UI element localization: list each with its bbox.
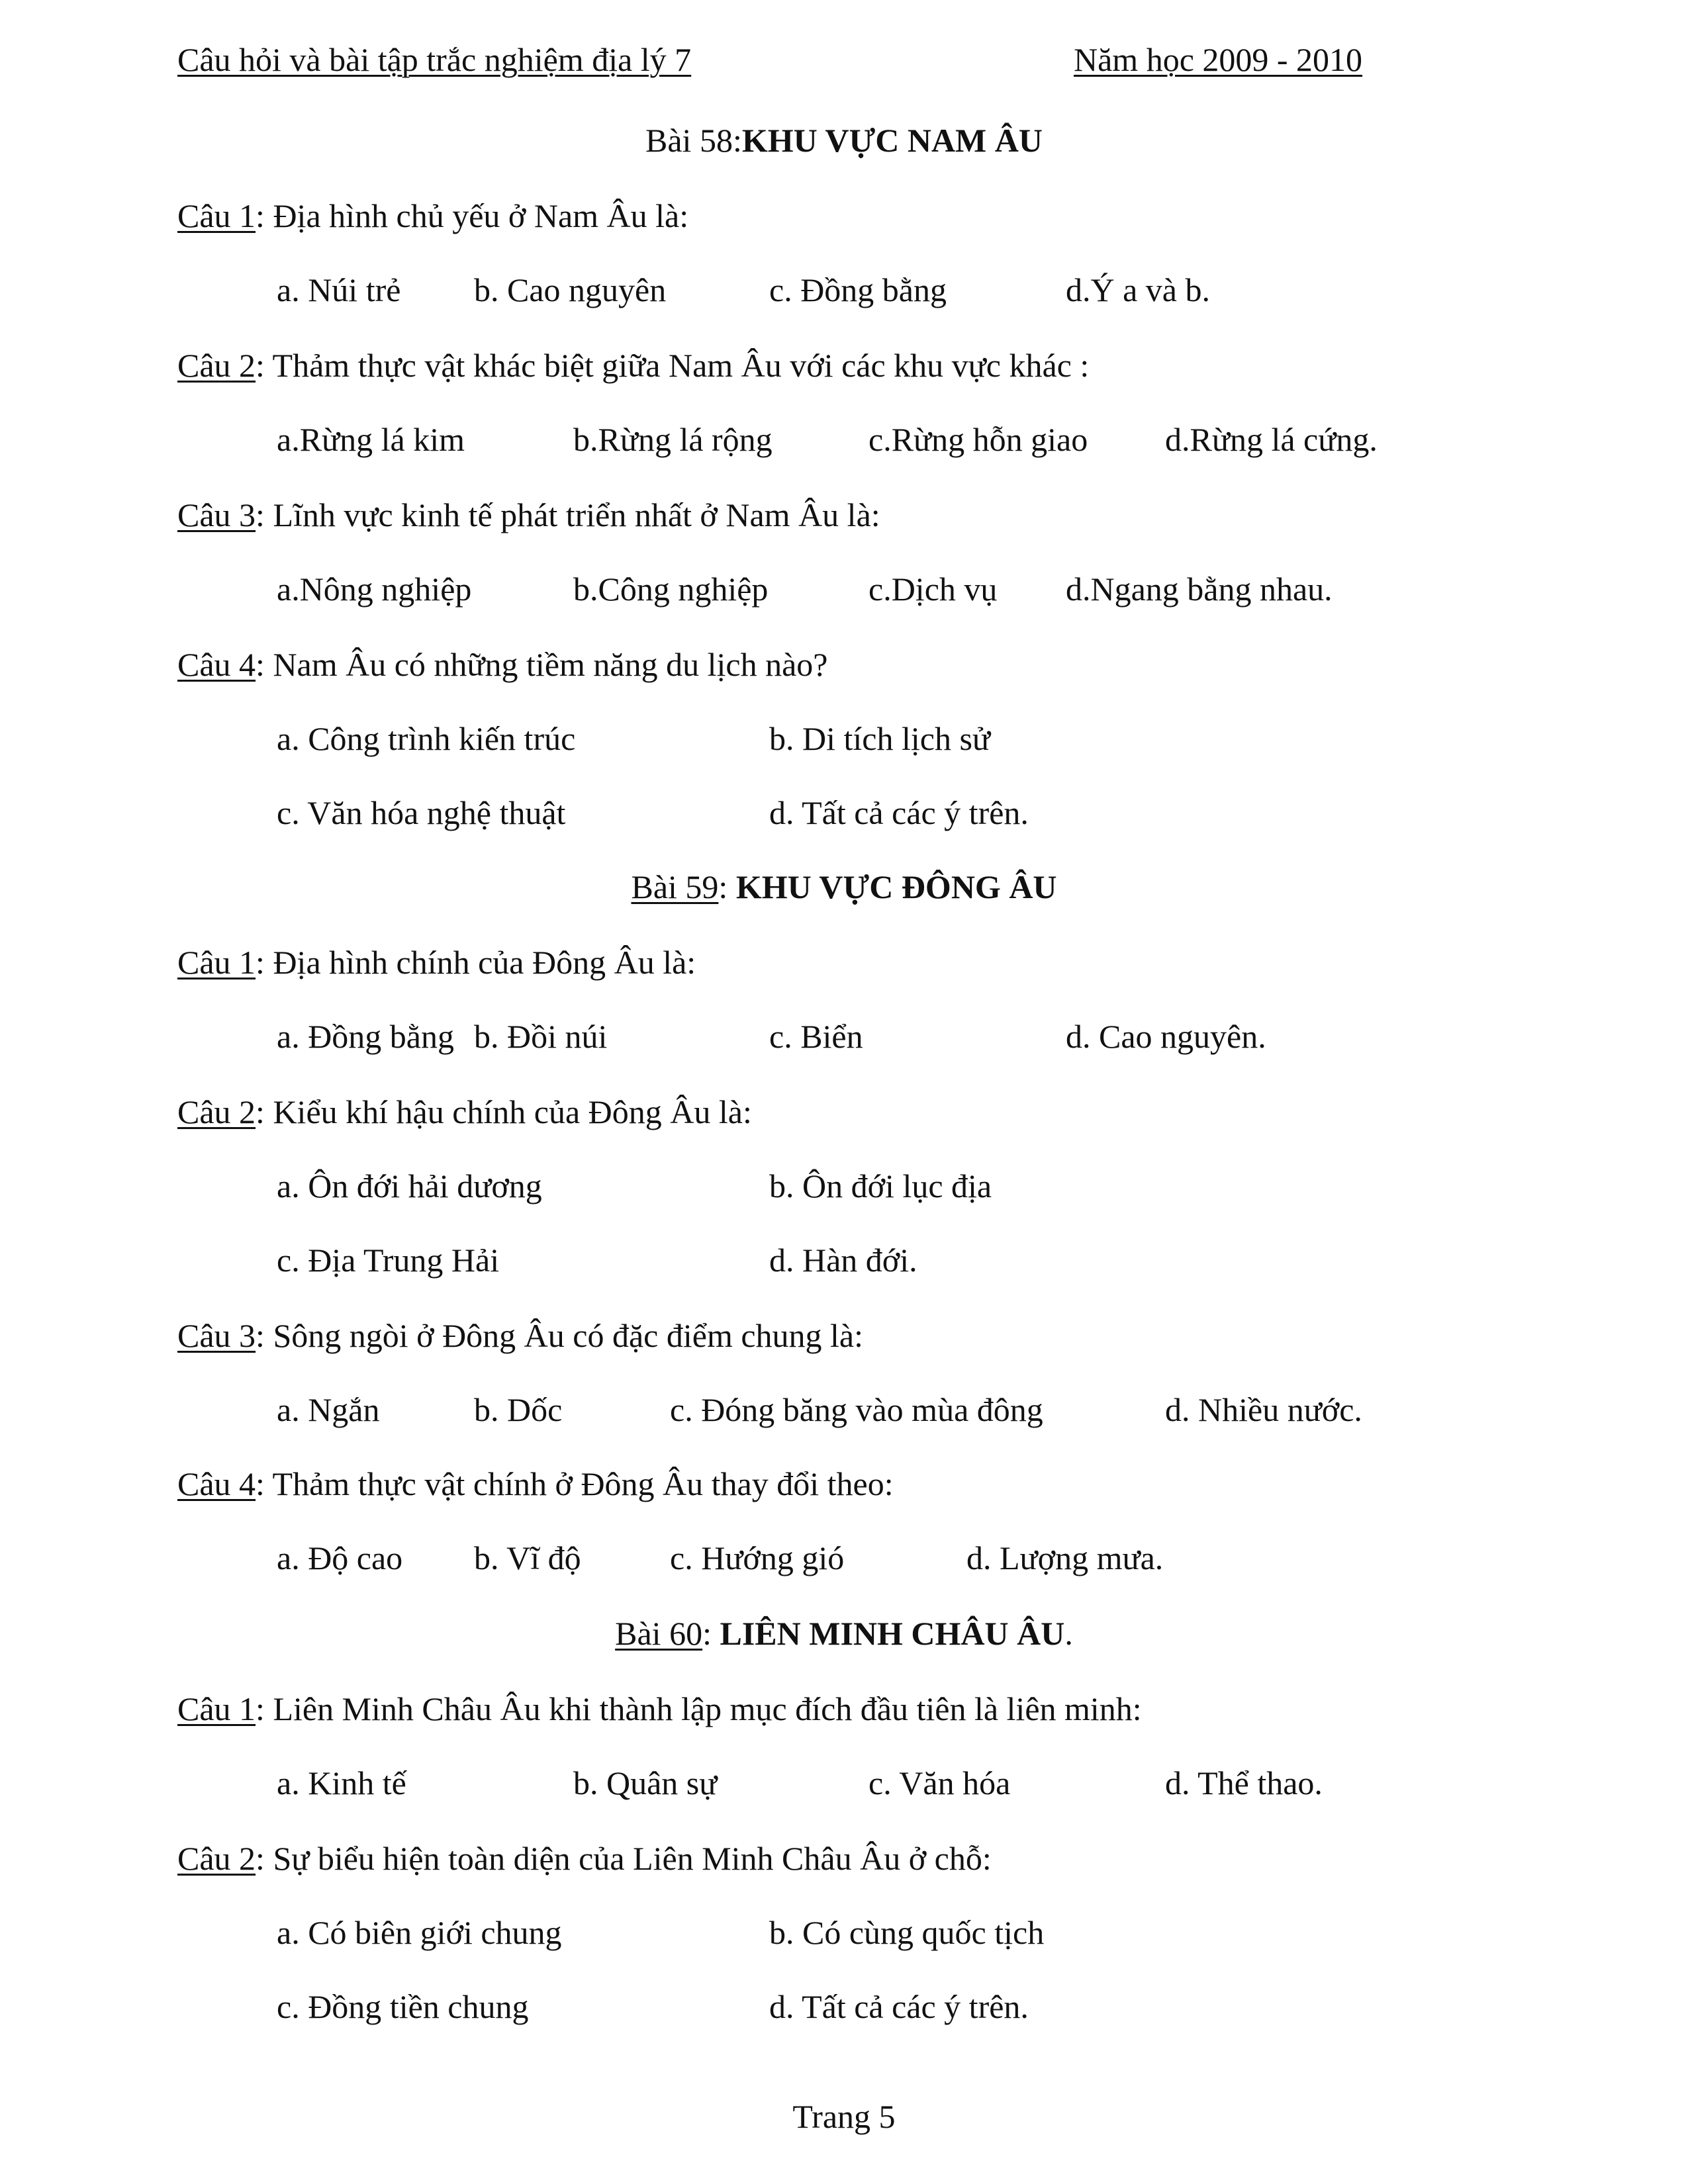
option-b: b. Dốc	[474, 1391, 563, 1428]
option-a: a. Có biên giới chung	[277, 1914, 562, 1951]
option-d: d.Ý a và b.	[1066, 271, 1210, 308]
question-60-2	[177, 1839, 992, 1878]
question-58-3	[177, 495, 880, 535]
question-60-1	[177, 1689, 1142, 1729]
option-c: c. Văn hóa	[868, 1764, 1011, 1801]
page-number: Trang 5	[792, 2098, 896, 2135]
question-59-3	[177, 1316, 863, 1355]
section-heading: KHU VỰC ĐÔNG ÂU	[735, 868, 1057, 905]
header-left: Câu hỏi và bài tập trắc nghiệm địa lý 7	[177, 41, 692, 78]
section-suffix: .	[1064, 1615, 1073, 1652]
option-d: d. Cao nguyên.	[1066, 1018, 1266, 1055]
question-58-2	[177, 345, 1089, 385]
option-a: a.Nông nghiệp	[277, 570, 472, 608]
question-59-2	[177, 1092, 752, 1132]
section-heading: LIÊN MINH CHÂU ÂU	[720, 1615, 1065, 1652]
option-c: c. Hướng gió	[670, 1539, 845, 1576]
section-prefix: Bài 59	[631, 868, 719, 905]
option-d: d. Lượng mưa.	[966, 1539, 1164, 1576]
option-a: a. Đồng bằng	[277, 1018, 454, 1055]
question-text: : Sự biểu hiện toàn diện của Liên Minh Châu Âu ở chỗ:	[256, 1840, 992, 1877]
question-label: Câu 3	[177, 1317, 256, 1354]
section-title-60: Bài 60: LIÊN MINH CHÂU ÂU.	[615, 1615, 1073, 1652]
section-prefix: Bài 60	[615, 1615, 703, 1652]
option-b: b.Công nghiệp	[573, 570, 769, 608]
option-b: b. Có cùng quốc tịch	[769, 1914, 1045, 1951]
option-b: b. Đồi núi	[474, 1018, 608, 1055]
option-d: d. Tất cả các ý trên.	[769, 1988, 1029, 2025]
option-a: a. Núi trẻ	[277, 271, 401, 308]
question-label: Câu 4	[177, 646, 256, 683]
option-c: c.Dịch vụ	[868, 570, 998, 608]
option-a: a. Ngắn	[277, 1391, 380, 1428]
section-title-59: Bài 59: KHU VỰC ĐÔNG ÂU	[631, 868, 1057, 905]
option-b: b. Di tích lịch sử	[769, 720, 991, 757]
question-label: Câu 2	[177, 347, 256, 384]
question-text: : Địa hình chính của Đông Âu là:	[256, 944, 696, 981]
question-label: Câu 1	[177, 1690, 256, 1727]
option-b: b. Ôn đới lục địa	[769, 1167, 992, 1205]
option-b: b. Cao nguyên	[474, 271, 667, 308]
question-label: Câu 4	[177, 1465, 256, 1502]
option-d: d. Tất cả các ý trên.	[769, 794, 1029, 831]
question-59-4	[177, 1464, 894, 1504]
option-b: b.Rừng lá rộng	[573, 421, 773, 458]
option-a: a. Kinh tế	[277, 1764, 406, 1801]
option-a: a. Công trình kiến trúc	[277, 720, 576, 757]
section-title-58	[0, 120, 1688, 160]
option-d: d. Nhiều nước.	[1165, 1391, 1362, 1428]
section-prefix: Bài 58:	[645, 122, 742, 159]
question-58-1	[177, 196, 688, 236]
question-text: : Kiểu khí hậu chính của Đông Âu là:	[256, 1093, 752, 1130]
question-text: : Thảm thực vật khác biệt giữa Nam Âu với các khu vực khác :	[256, 347, 1090, 384]
option-c: c. Biển	[769, 1018, 863, 1055]
option-c: c. Đồng tiền chung	[277, 1988, 529, 2025]
option-a: a. Ôn đới hải dương	[277, 1167, 542, 1205]
question-label: Câu 3	[177, 496, 256, 533]
question-text: : Thảm thực vật chính ở Đông Âu thay đổi theo:	[256, 1465, 894, 1502]
section-heading: KHU VỰC NAM ÂU	[741, 122, 1043, 159]
option-d: d. Thể thao.	[1165, 1764, 1323, 1801]
option-c: c. Đồng bằng	[769, 271, 947, 308]
option-d: d. Hàn đới.	[769, 1242, 917, 1279]
question-text: : Địa hình chủ yếu ở Nam Âu là:	[256, 197, 689, 234]
option-c: c. Đóng băng vào mùa đông	[670, 1391, 1043, 1428]
option-a: a.Rừng lá kim	[277, 421, 465, 458]
option-c: c. Văn hóa nghệ thuật	[277, 794, 566, 831]
option-c: c.Rừng hỗn giao	[868, 421, 1088, 458]
question-label: Câu 2	[177, 1840, 256, 1877]
question-label: Câu 1	[177, 197, 256, 234]
header-right: Năm học 2009 - 2010	[1074, 41, 1363, 78]
question-59-1	[177, 942, 696, 982]
question-text: : Lĩnh vực kinh tế phát triển nhất ở Nam Âu là:	[256, 496, 880, 533]
question-label: Câu 2	[177, 1093, 256, 1130]
option-c: c. Địa Trung Hải	[277, 1242, 500, 1279]
option-b: b. Vĩ độ	[474, 1539, 581, 1576]
option-b: b. Quân sự	[573, 1764, 718, 1801]
option-d: d.Rừng lá cứng.	[1165, 421, 1378, 458]
question-text: : Sông ngòi ở Đông Âu có đặc điểm chung là:	[256, 1317, 864, 1354]
question-text: : Liên Minh Châu Âu khi thành lập mục đích đầu tiên là liên minh:	[256, 1690, 1142, 1727]
question-58-4	[177, 645, 827, 684]
option-d: d.Ngang bằng nhau.	[1066, 570, 1333, 608]
option-a: a. Độ cao	[277, 1539, 403, 1576]
question-label: Câu 1	[177, 944, 256, 981]
question-text: : Nam Âu có những tiềm năng du lịch nào?	[256, 646, 828, 683]
